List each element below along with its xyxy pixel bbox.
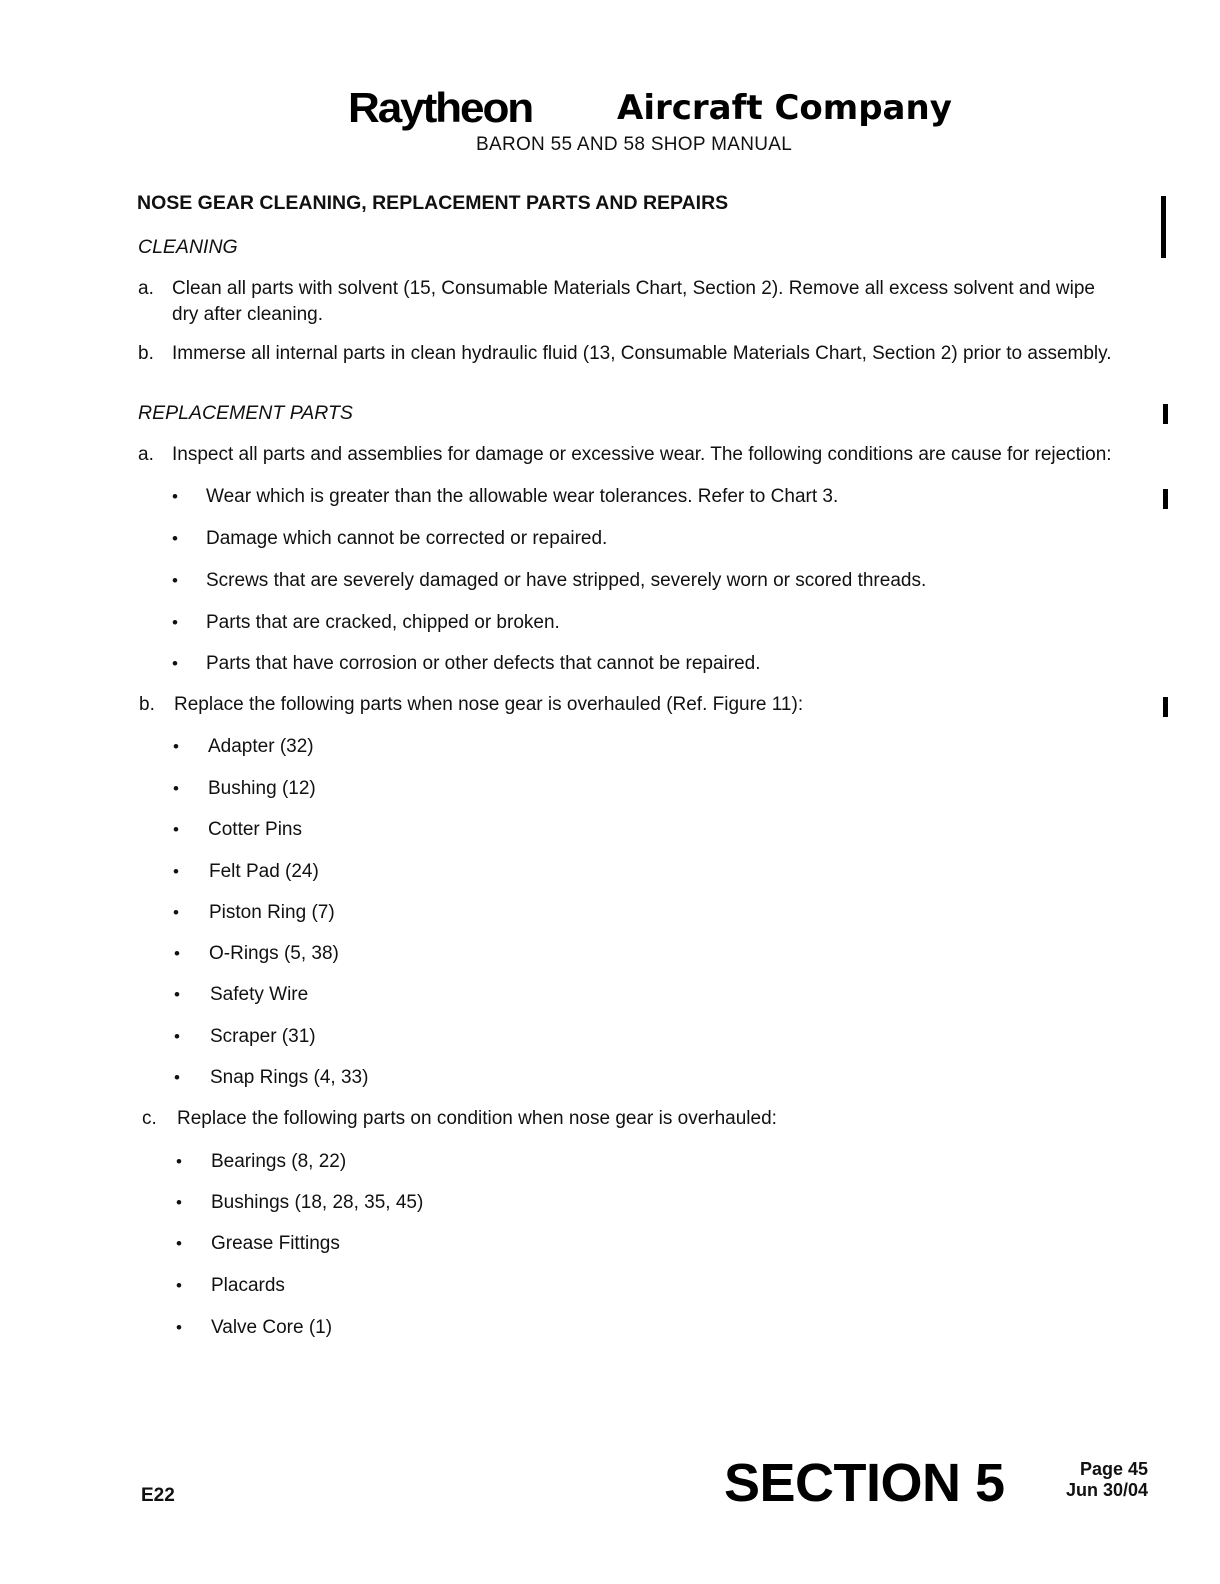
footer-code: E22 — [141, 1485, 175, 1506]
bullet-item — [172, 526, 972, 552]
change-bar — [1163, 697, 1168, 717]
item-letter: a. — [138, 278, 154, 299]
bullet-item — [176, 1315, 576, 1341]
bullet-text: Safety Wire — [210, 984, 309, 1005]
bullet-item — [176, 1231, 576, 1257]
bullet-item — [172, 651, 972, 677]
bullet-icon: • — [176, 1276, 182, 1295]
bullet-text: Felt Pad (24) — [209, 861, 319, 882]
bullet-icon: • — [172, 613, 178, 632]
bullet-text: Bushings (18, 28, 35, 45) — [211, 1192, 424, 1213]
bullet-item — [176, 1190, 576, 1216]
bullet-item — [176, 1273, 576, 1299]
manual-title: BARON 55 AND 58 SHOP MANUAL — [476, 134, 793, 155]
bullet-icon: • — [173, 862, 179, 881]
bullet-text: Bearings (8, 22) — [211, 1151, 347, 1172]
list-item — [142, 1106, 1152, 1132]
list-item — [138, 442, 1148, 468]
bullet-item — [176, 1149, 576, 1175]
bullet-text: Snap Rings (4, 33) — [210, 1067, 369, 1088]
bullet-item — [172, 484, 972, 510]
page-title: NOSE GEAR CLEANING, REPLACEMENT PARTS AND REPAIRS — [137, 192, 729, 214]
bullet-item — [174, 1065, 574, 1091]
revision-date: Jun 30/04 — [1065, 1480, 1148, 1500]
footer-section: SECTION 5 — [724, 1453, 1005, 1513]
bullet-text: Grease Fittings — [211, 1233, 340, 1254]
item-letter: b. — [139, 694, 155, 715]
change-bar — [1163, 489, 1168, 509]
company-logo-brand: Raytheon — [348, 84, 533, 131]
bullet-item — [174, 1024, 574, 1050]
bullet-icon: • — [174, 944, 180, 963]
bullet-item — [172, 610, 972, 636]
cleaning-heading: CLEANING — [138, 236, 238, 258]
bullet-icon: • — [176, 1193, 182, 1212]
bullet-item — [174, 982, 574, 1008]
bullet-icon: • — [173, 779, 179, 798]
bullet-icon: • — [174, 1027, 180, 1046]
bullet-item — [174, 941, 574, 967]
bullet-text: Valve Core (1) — [211, 1317, 333, 1338]
item-text: Immerse all internal parts in clean hydraulic fluid (13, Consumable Materials Chart, Section 2) prior to assembly. — [172, 343, 1112, 364]
item-letter: c. — [142, 1108, 157, 1129]
bullet-item — [173, 734, 573, 760]
list-item — [138, 341, 1148, 367]
bullet-item — [173, 776, 573, 802]
replacement-heading: REPLACEMENT PARTS — [138, 402, 353, 424]
bullet-text: O-Rings (5, 38) — [209, 943, 339, 964]
bullet-icon: • — [176, 1234, 182, 1253]
list-item — [138, 276, 1148, 328]
bullet-item — [173, 900, 573, 926]
bullet-text: Parts that have corrosion or other defects that cannot be repaired. — [206, 653, 761, 674]
bullet-text: Scraper (31) — [210, 1026, 316, 1047]
item-letter: b. — [138, 343, 154, 364]
bullet-item — [173, 817, 573, 843]
item-text-cont: dry after cleaning. — [172, 304, 324, 325]
bullet-text: Screws that are severely damaged or have stripped, severely worn or scored threads. — [206, 570, 927, 591]
footer-page-info — [1056, 1459, 1148, 1501]
bullet-text: Parts that are cracked, chipped or broken. — [206, 612, 560, 633]
bullet-icon: • — [173, 737, 179, 756]
change-bar — [1161, 196, 1166, 258]
bullet-text: Placards — [211, 1275, 285, 1296]
bullet-text: Cotter Pins — [208, 819, 302, 840]
bullet-icon: • — [174, 985, 180, 1004]
bullet-item — [172, 568, 972, 594]
bullet-text: Bushing (12) — [208, 778, 316, 799]
bullet-icon: • — [172, 654, 178, 673]
bullet-icon: • — [176, 1318, 182, 1337]
item-text: Replace the following parts on condition when nose gear is overhauled: — [177, 1108, 777, 1129]
bullet-icon: • — [172, 487, 178, 506]
bullet-icon: • — [174, 1068, 180, 1087]
bullet-text: Piston Ring (7) — [209, 902, 335, 923]
bullet-icon: • — [172, 529, 178, 548]
company-logo-text: Aircraft Company — [617, 88, 952, 128]
bullet-text: Wear which is greater than the allowable wear tolerances. Refer to Chart 3. — [206, 486, 839, 507]
item-text: Inspect all parts and assemblies for damage or excessive wear. The following conditions are cause for rejection: — [172, 444, 1112, 465]
bullet-icon: • — [172, 571, 178, 590]
item-text: Clean all parts with solvent (15, Consumable Materials Chart, Section 2). Remove all excess solvent and wipe — [172, 278, 1095, 299]
bullet-item — [173, 859, 573, 885]
bullet-icon: • — [173, 903, 179, 922]
item-text: Replace the following parts when nose gear is overhauled (Ref. Figure 11): — [174, 694, 804, 715]
bullet-text: Damage which cannot be corrected or repaired. — [206, 528, 608, 549]
bullet-icon: • — [176, 1152, 182, 1171]
list-item — [139, 692, 1149, 718]
page-number: Page 45 — [1079, 1459, 1148, 1479]
bullet-text: Adapter (32) — [208, 736, 314, 757]
change-bar — [1163, 404, 1168, 424]
bullet-icon: • — [173, 820, 179, 839]
item-letter: a. — [138, 444, 154, 465]
